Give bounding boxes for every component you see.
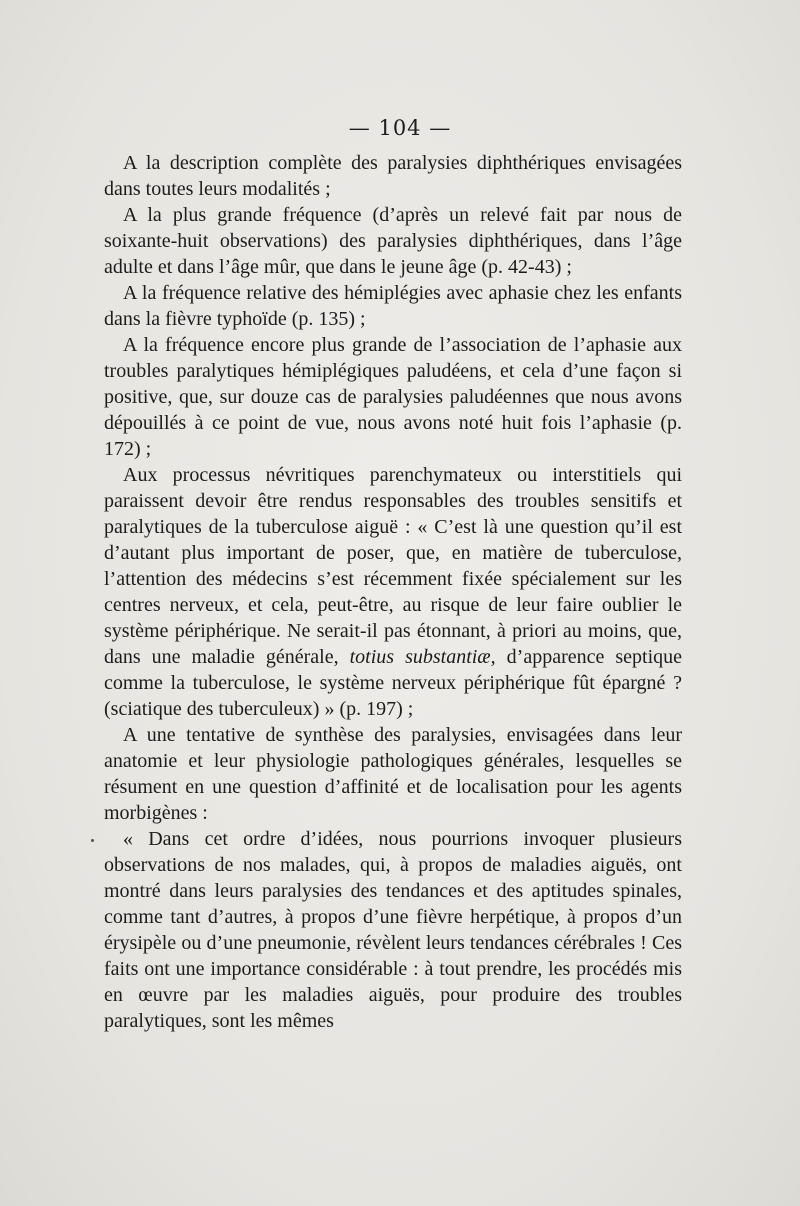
paragraph-1: A la description complète des paralysies diphthériques envisagées dans toutes leurs modalités ; <box>104 152 682 200</box>
page-number: — 104 — <box>348 116 452 140</box>
latin-phrase: totius substantiæ, <box>349 646 496 668</box>
paragraph-2: A la plus grande fréquence (d’après un relevé fait par nous de soixante-huit observations) des paralysies diphthériques, dans l’âge adulte et dans l’âge mûr, que dans le jeune âge (p. 42-43) ; <box>104 204 682 278</box>
paragraph-6: A une tentative de synthèse des paralysies, envisagées dans leur anatomie et leur physiologie pathologiques générales, lesquelles se résument en une question d’affinité et de localisation pour les agents morbigènes : <box>104 724 682 824</box>
paragraph-5 <box>104 462 682 722</box>
paragraph-3: A la fréquence relative des hémiplégies avec aphasie chez les enfants dans la fièvre typhoïde (p. 135) ; <box>104 282 682 330</box>
paragraph-4: A la fréquence encore plus grande de l’association de l’aphasie aux troubles paralytiques hémiplégiques paludéens, et cela d’une façon si positive, que, sur douze cas de paralysies paludéennes que nous avons dépouillés à ce point de vue, nous avons noté huit fois l’aphasie (p. 172) ; <box>104 334 682 460</box>
paragraph-7: « Dans cet ordre d’idées, nous pourrions invoquer plusieurs observations de nos malades, qui, à propos de maladies aiguës, ont montré dans leurs paralysies des tendances et des aptitudes spinales, comme tant d’autres, à propos d’une fièvre herpétique, à propos d’un érysipèle ou d’une pneumonie, révèlent leurs tendances cérébrales ! Ces faits ont une importance considérable : à tout prendre, les procédés mis en œuvre par les maladies aiguës, pour produire des troubles paralytiques, sont les mêmes <box>104 828 682 1032</box>
paragraph-5-tail: d’apparence septique comme la tuberculose, le système nerveux périphérique fût épargné ? (sciatique des tuberculeux) » (p. 197) ; <box>104 646 683 720</box>
paragraph-5-main: Aux processus névritiques parenchymateux ou interstitiels qui paraissent devoir être rendus responsables des troubles sensitifs et paralytiques de la tuberculose aiguë : « C’est là une question qu’il est d’autant plus important de poser, que, en matière de tuberculose, l’attention des médecins s’est récemment fixée spécialement sur les centres nerveux, et cela, peut-être, au risque de leur faire oublier le système périphérique. Ne serait-il pas étonnant, à priori au moins, que, dans une maladie générale, <box>104 464 682 668</box>
body-text <box>104 150 682 1034</box>
margin-dot <box>91 839 94 842</box>
